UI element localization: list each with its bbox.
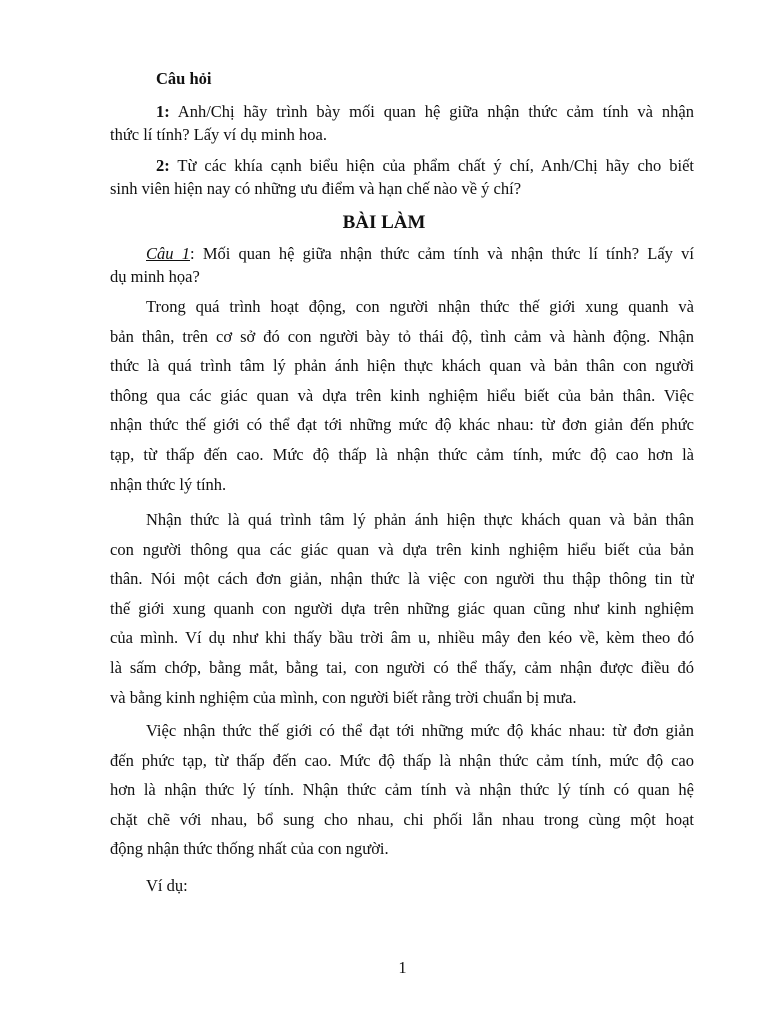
questions-heading: Câu hỏi (156, 69, 212, 88)
paragraph-1-line: thông qua các giác quan và dựa trên kinh nghiệm hiểu biết của bản thân. Việc (110, 385, 694, 405)
paragraph-3-line: đến phức tạp, từ thấp đến cao. Mức độ thấp là nhận thức cảm tính, mức độ cao (110, 750, 694, 770)
paragraph-1-line: Trong quá trình hoạt động, con người nhận thức thế giới xung quanh và (146, 297, 694, 316)
cau1-line-2: dụ minh họa? (110, 267, 200, 286)
paragraph-2-line: và bằng kinh nghiệm của mình, con người biết rằng trời chuẩn bị mưa. (110, 687, 577, 707)
section-title: BÀI LÀM (342, 212, 426, 233)
paragraph-3-line: Việc nhận thức thế giới có thể đạt tới những mức độ khác nhau: từ đơn giản (146, 721, 694, 740)
paragraph-2-line: thế giới xung quanh con người dựa trên những giác quan cũng như kinh nghiệm (110, 598, 694, 618)
cau1-line-1: Câu 1: Mối quan hệ giữa nhận thức cảm tính và nhận thức lí tính? Lấy ví (146, 244, 694, 263)
paragraph-3 (110, 716, 694, 864)
paragraph-1-line: tạp, từ thấp đến cao. Mức độ thấp là nhận thức cảm tính, mức độ cao hơn là (110, 444, 694, 464)
paragraph-1-line: thức là quá trình tâm lý phản ánh hiện thực khách quan và bản thân con người (110, 356, 694, 376)
paragraph-3-line: hơn là nhận thức lý tính. Nhận thức cảm tính và nhận thức lý tính có quan hệ (110, 780, 694, 800)
paragraph-2-line: của mình. Ví dụ như khi thấy bầu trời âm u, nhiều mây đen kéo về, kèm theo đó (110, 628, 694, 648)
question-2-line-2: sinh viên hiện nay có những ưu điểm và hạn chế nào về ý chí? (110, 179, 522, 198)
question-1-line-1: 1: Anh/Chị hãy trình bày mối quan hệ giữa nhận thức cảm tính và nhận (156, 102, 694, 121)
page-number: 1 (398, 958, 407, 977)
question-2-line-1: 2: Từ các khía cạnh biểu hiện của phẩm chất ý chí, Anh/Chị hãy cho biết (156, 156, 694, 175)
paragraph-2 (110, 505, 694, 712)
question-1-number: 1: (156, 102, 170, 121)
question-1-line-2: thức lí tính? Lấy ví dụ minh hoa. (110, 125, 327, 144)
paragraph-1 (110, 292, 694, 499)
paragraph-3-line: động nhận thức thống nhất của con người. (110, 839, 389, 859)
paragraph-2-line: là sấm chớp, bằng mắt, bằng tai, con người có thể thấy, cảm nhận được điều đó (110, 657, 694, 677)
paragraph-1-line: nhận thức thế giới có thể đạt tới những mức độ khác nhau: từ đơn giản đến phức (110, 415, 694, 435)
paragraph-2-line: Nhận thức là quá trình tâm lý phản ánh hiện thực khách quan và bản thân (146, 510, 694, 529)
paragraph-1-line: bản thân, trên cơ sở đó con người bày tỏ thái độ, tình cảm và hành động. Nhận (110, 326, 694, 346)
question-2-number: 2: (156, 156, 170, 175)
paragraph-2-line: con người thông qua các giác quan và dựa trên kinh nghiệm hiểu biết của bản (110, 539, 694, 559)
paragraph-3-line: chặt chẽ với nhau, bổ sung cho nhau, chi phối lẫn nhau trong cùng một hoạt (110, 809, 694, 829)
example-label: Ví dụ: (146, 876, 188, 895)
cau1-label: Câu 1 (146, 244, 190, 263)
paragraph-2-line: thân. Nói một cách đơn giản, nhận thức là việc con người thu thập thông tin từ (110, 569, 694, 589)
paragraph-1-line: nhận thức lý tính. (110, 474, 227, 494)
